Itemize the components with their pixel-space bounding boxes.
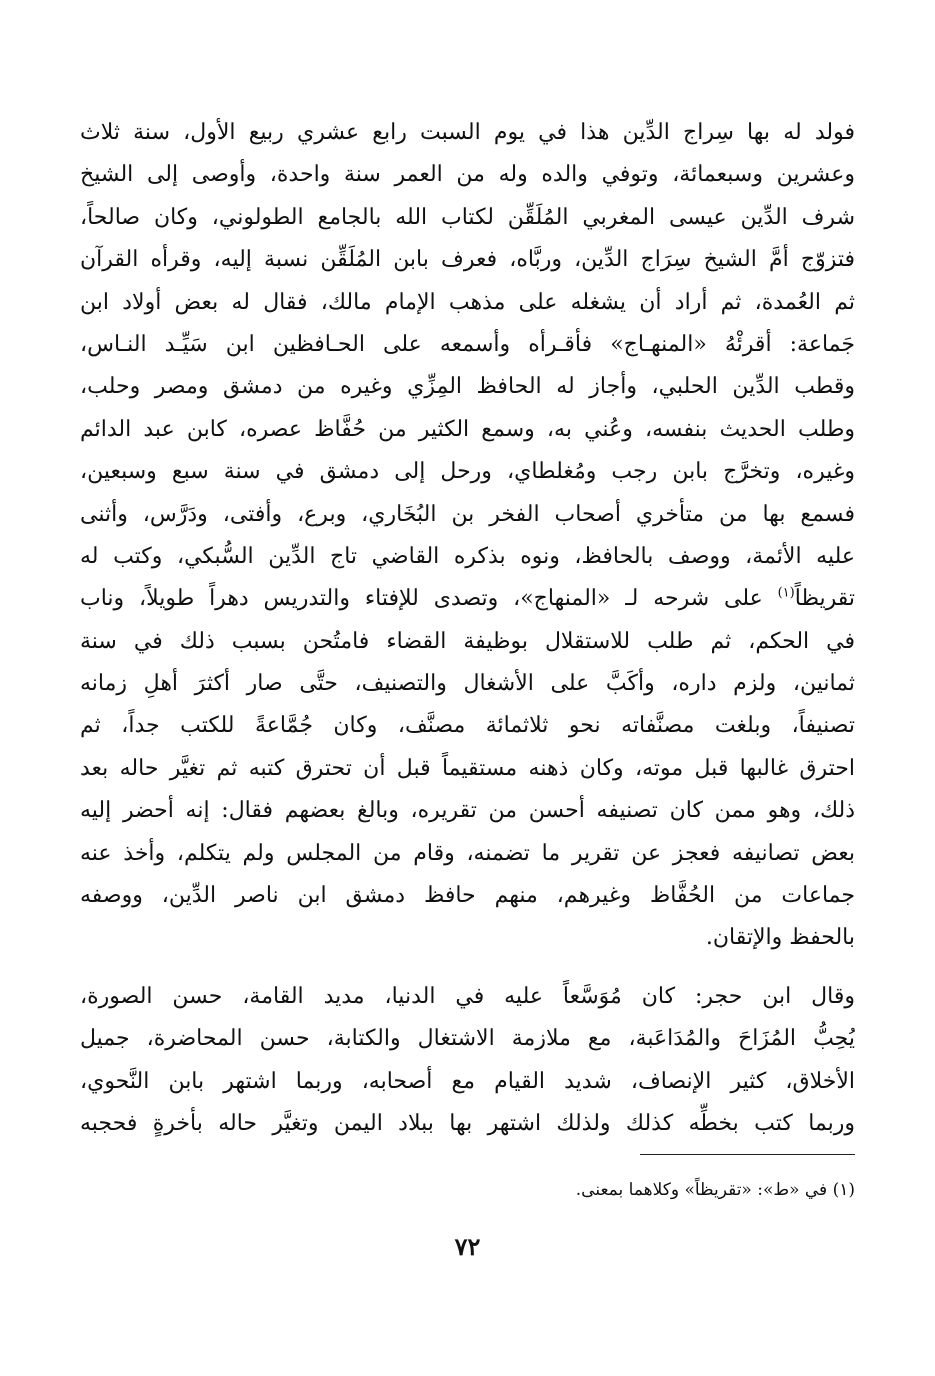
text-line: تصنيفاً، وبلغت مصنَّفاته نحو ثلاثمائة مصنَّف، وكان جُمَّاعةً للكتب جداً، ثم <box>80 713 855 739</box>
text-line: جَماعة: أقرئْهُ «المنهـاج» فأقـرأه وأسمعه على الحـافظين ابن سَيِّـد النـاس، <box>80 331 855 357</box>
footnote-divider <box>640 1154 855 1155</box>
text-line: شرف الدِّين عيسى المغربي المُلَقِّن لكتاب الله بالجامع الطولوني، وكان صالحاً، <box>80 204 855 230</box>
main-text <box>80 112 855 1145</box>
text-line: وغيره، وتخرَّج بابن رجب ومُغلطاي، ورحل إلى دمشق في سنة سبع وسبعين، <box>80 459 855 485</box>
text-line: فولد له بها سِراج الدِّين هذا في يوم السبت رابع عشري ربيع الأول، سنة ثلاث <box>80 120 855 145</box>
text-line: عليه الأئمة، ووصف بالحافظ، ونوه بذكره القاضي تاج الدِّين السُّبكي، وكتب له <box>80 543 855 569</box>
text-line: وعشرين وسبعمائة، وتوفي والده وله من العمر سنة واحدة، وأوصى إلى الشيخ <box>80 162 855 188</box>
text-line: ذلك، وهو ممن كان تصنيفه أحسن من تقريره، وبالغ بعضهم فقال: إنه أحضر إليه <box>80 798 855 824</box>
text-line: احترق غالبها قبل موته، وكان ذهنه مستقيماً قبل أن تحترق كتبه ثم تغيَّر حاله بعد <box>80 755 855 781</box>
text-line: بعض تصانيفه فعجز عن تقرير ما تضمنه، وقام من المجلس ولم يتكلم، وأخذ عنه <box>80 840 855 866</box>
page-number: ٧٢ <box>454 1232 481 1261</box>
text-fragment: تقريظاً <box>794 586 855 612</box>
paragraph-1 <box>80 112 855 960</box>
text-line: وطلب الحديث بنفسه، وعُني به، وسمع الكثير من حُفَّاظ عصره، كابن عبد الدائم <box>80 416 855 442</box>
text-line: بالحفظ والإتقان. <box>705 925 855 951</box>
paragraph-2 <box>80 976 855 1146</box>
text-line: في الحكم، ثم طلب للاستقلال بوظيفة القضاء فامتُحن بسبب ذلك في سنة <box>80 628 855 654</box>
text-line: فتزوّج أمَّ الشيخ سِرَاج الدِّين، وربَّاه، فعرف بابن المُلَقِّن نسبة إليه، وقرأه القرآن <box>80 247 855 273</box>
text-line: وقطب الدِّين الحلبي، وأجاز له الحافظ المِزِّي وغيره من دمشق ومصر وحلب، <box>80 374 855 400</box>
text-line-with-footnote <box>80 578 855 620</box>
text-line: يُحِبُّ المُزَاحَ والمُدَاعَبة، مع ملازمة الاشتغال والكتابة، حسن المحاضرة، جميل <box>80 1026 855 1052</box>
text-line: وقال ابن حجر: كان مُوَسَّعاً عليه في الدنيا، مديد القامة، حسن الصورة، <box>80 983 855 1009</box>
text-line: جماعات من الحُفَّاظ وغيرهم، منهم حافظ دمشق ابن ناصر الدِّين، ووصفه <box>80 883 855 909</box>
text-line: فسمع بها من متأخري أصحاب الفخر بن البُخَاري، وبرع، وأفتى، ودَرَّس، وأثنى <box>80 501 855 527</box>
text-fragment: على شرحه لـ «المنهاج»، وتصدى للإفتاء والتدريس دهراً طويلاً، وناب <box>80 586 778 612</box>
footnote-reference[interactable]: (١) <box>777 585 795 601</box>
text-line: الأخلاق، كثير الإنصاف، شديد القيام مع أصحابه، وربما اشتهر بابن النَّحوي، <box>80 1068 855 1094</box>
text-line: وربما كتب بخطِّه كذلك ولذلك اشتهر بها ببلاد اليمن وتغيَّر حاله بأخرةٍ فحجبه <box>80 1110 855 1136</box>
text-line: ثم العُمدة، ثم أراد أن يشغله على مذهب الإمام مالك، فقال له بعض أولاد ابن <box>80 289 855 315</box>
footnote: (١) في «ط»: «تقريظاً» وكلاهما بمعنى. <box>575 1180 855 1200</box>
paragraph-gap <box>80 960 855 976</box>
text-line: ثمانين، ولزم داره، وأكَبَّ على الأشغال والتصنيف، حتَّى صار أكثرَ أهلِ زمانه <box>80 671 855 697</box>
